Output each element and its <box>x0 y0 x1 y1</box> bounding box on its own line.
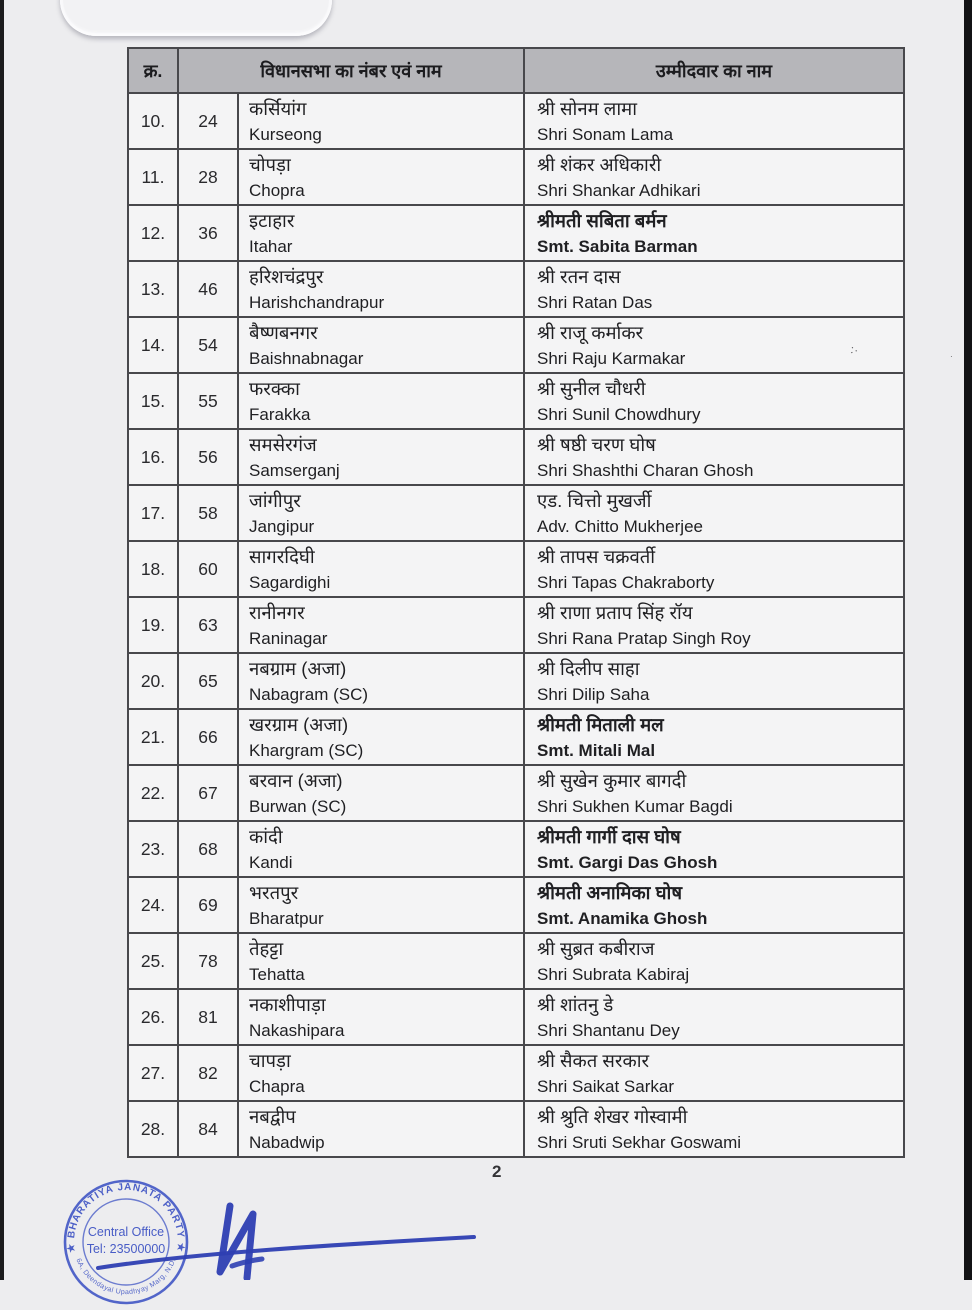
candidate-name-cell <box>524 541 904 597</box>
constituency-number-cell: 28 <box>178 149 238 205</box>
candidate-name-english: Shri Sunil Chowdhury <box>537 404 701 424</box>
table-row <box>128 653 904 709</box>
table-row <box>128 261 904 317</box>
constituency-name-cell <box>238 989 524 1045</box>
constituency-name-english: Farakka <box>249 404 311 424</box>
constituency-name-cell <box>238 205 524 261</box>
header-constituency: विधानसभा का नंबर एवं नाम <box>178 48 524 93</box>
candidate-name-hindi: श्रीमती मिताली मल <box>537 713 664 735</box>
serial-cell: 16. <box>128 429 178 485</box>
candidate-name-cell <box>524 653 904 709</box>
candidate-name-hindi: श्रीमती गार्गी दास घोष <box>537 825 681 847</box>
table-row <box>128 373 904 429</box>
constituency-name-hindi: रानीनगर <box>249 601 305 623</box>
candidate-name-hindi: एड. चित्तो मुखर्जी <box>537 489 652 511</box>
constituency-name-cell <box>238 709 524 765</box>
constituency-name-hindi: चोपड़ा <box>249 153 291 175</box>
header-candidate: उम्मीदवार का नाम <box>524 48 904 93</box>
signature <box>80 1188 510 1280</box>
constituency-name-hindi: नबग्राम (अजा) <box>249 657 347 679</box>
table-row <box>128 317 904 373</box>
serial-cell: 18. <box>128 541 178 597</box>
constituency-number-cell: 56 <box>178 429 238 485</box>
candidate-table <box>127 47 905 1158</box>
constituency-name-english: Kurseong <box>249 124 322 144</box>
candidate-name-hindi: श्री दिलीप साहा <box>537 657 640 679</box>
constituency-name-cell <box>238 485 524 541</box>
constituency-name-cell <box>238 541 524 597</box>
constituency-name-english: Chapra <box>249 1076 305 1096</box>
candidate-name-hindi: श्री सुब्रत कबीराज <box>537 937 655 959</box>
constituency-number-cell: 67 <box>178 765 238 821</box>
table-row <box>128 597 904 653</box>
candidate-name-english: Shri Sruti Sekhar Goswami <box>537 1132 742 1152</box>
header-serial: क्र. <box>128 48 178 93</box>
constituency-number-cell: 81 <box>178 989 238 1045</box>
candidate-name-cell <box>524 765 904 821</box>
serial-cell: 11. <box>128 149 178 205</box>
candidate-name-cell <box>524 1045 904 1101</box>
constituency-name-english: Raninagar <box>249 628 328 648</box>
candidate-name-hindi: श्री षष्ठी चरण घोष <box>537 433 656 455</box>
serial-cell: 21. <box>128 709 178 765</box>
constituency-name-english: Kandi <box>249 852 293 872</box>
candidate-name-english: Smt. Anamika Ghosh <box>537 908 708 928</box>
candidate-name-english: Adv. Chitto Mukherjee <box>537 516 703 536</box>
constituency-number-cell: 54 <box>178 317 238 373</box>
constituency-name-cell <box>238 373 524 429</box>
serial-cell: 14. <box>128 317 178 373</box>
candidate-name-cell <box>524 709 904 765</box>
constituency-name-english: Tehatta <box>249 964 305 984</box>
candidate-name-hindi: श्रीमती अनामिका घोष <box>537 881 683 903</box>
serial-cell: 17. <box>128 485 178 541</box>
constituency-name-hindi: तेहट्टा <box>249 937 284 959</box>
candidate-name-hindi: श्री श्रुति शेखर गोस्वामी <box>537 1105 688 1127</box>
candidate-name-hindi: श्री सैकत सरकार <box>537 1049 650 1071</box>
scan-edge-left <box>0 0 4 1280</box>
constituency-name-cell <box>238 429 524 485</box>
constituency-name-english: Bharatpur <box>249 908 324 928</box>
constituency-name-english: Khargram (SC) <box>249 740 364 760</box>
serial-cell: 10. <box>128 93 178 149</box>
constituency-name-cell <box>238 149 524 205</box>
constituency-name-hindi: समसेरगंज <box>249 433 317 455</box>
constituency-name-english: Nabagram (SC) <box>249 684 369 704</box>
candidate-name-cell <box>524 485 904 541</box>
constituency-name-english: Harishchandrapur <box>249 292 385 312</box>
constituency-number-cell: 69 <box>178 877 238 933</box>
constituency-number-cell: 60 <box>178 541 238 597</box>
constituency-name-hindi: भरतपुर <box>249 881 299 903</box>
constituency-name-english: Jangipur <box>249 516 315 536</box>
candidate-name-cell <box>524 373 904 429</box>
constituency-number-cell: 65 <box>178 653 238 709</box>
candidate-name-hindi: श्री राणा प्रताप सिंह रॉय <box>537 601 693 623</box>
candidate-name-cell <box>524 93 904 149</box>
constituency-name-hindi: बरवान (अजा) <box>249 769 343 791</box>
candidate-name-hindi: श्री तापस चक्रवर्ती <box>537 545 656 567</box>
serial-cell: 24. <box>128 877 178 933</box>
serial-cell: 25. <box>128 933 178 989</box>
candidate-name-hindi: श्री सोनम लामा <box>537 97 637 119</box>
scan-edge-right <box>964 0 972 1280</box>
candidate-name-cell <box>524 821 904 877</box>
candidate-name-cell <box>524 261 904 317</box>
constituency-name-english: Samserganj <box>249 460 340 480</box>
stamp-center-line1: Central Office <box>87 1225 165 1239</box>
constituency-name-hindi: जांगीपुर <box>249 489 301 511</box>
candidate-name-english: Shri Raju Karmakar <box>537 348 686 368</box>
constituency-name-cell <box>238 317 524 373</box>
serial-cell: 26. <box>128 989 178 1045</box>
candidate-name-english: Shri Saikat Sarkar <box>537 1076 674 1096</box>
constituency-number-cell: 58 <box>178 485 238 541</box>
constituency-name-cell <box>238 1101 524 1157</box>
table-row <box>128 821 904 877</box>
stamp-center-line2: Tel: 23500000 <box>86 1242 166 1256</box>
candidate-name-english: Shri Tapas Chakraborty <box>537 572 715 592</box>
constituency-name-hindi: सागरदिघी <box>249 545 315 567</box>
serial-cell: 20. <box>128 653 178 709</box>
constituency-name-cell <box>238 93 524 149</box>
table-header-row <box>128 48 904 93</box>
table-row <box>128 149 904 205</box>
constituency-name-english: Nakashipara <box>249 1020 345 1040</box>
table-row <box>128 485 904 541</box>
candidate-name-english: Shri Shashthi Charan Ghosh <box>537 460 754 480</box>
stamp-arc-top-text: ★ BHARATIYA JANATA PARTY ★ <box>65 1181 187 1254</box>
table-row <box>128 933 904 989</box>
table-row <box>128 989 904 1045</box>
constituency-name-hindi: फरक्का <box>249 377 300 399</box>
serial-cell: 27. <box>128 1045 178 1101</box>
stamp-arc-bottom-text: 6A, Deendayal Upadhyay Marg, N.D. <box>74 1257 178 1297</box>
constituency-name-hindi: चापड़ा <box>249 1049 291 1071</box>
constituency-number-cell: 68 <box>178 821 238 877</box>
constituency-number-cell: 63 <box>178 597 238 653</box>
constituency-name-english: Sagardighi <box>249 572 331 592</box>
constituency-name-hindi: हरिशचंद्रपुर <box>249 265 324 287</box>
candidate-name-cell <box>524 149 904 205</box>
constituency-number-cell: 46 <box>178 261 238 317</box>
constituency-name-hindi: कर्सियांग <box>249 97 307 119</box>
candidate-name-english: Shri Sukhen Kumar Bagdi <box>537 796 733 816</box>
candidate-name-hindi: श्री सुखेन कुमार बागदी <box>537 769 687 791</box>
constituency-name-english: Baishnabnagar <box>249 348 364 368</box>
table-row <box>128 1045 904 1101</box>
constituency-name-cell <box>238 597 524 653</box>
constituency-number-cell: 36 <box>178 205 238 261</box>
table-row <box>128 205 904 261</box>
constituency-name-cell <box>238 933 524 989</box>
serial-cell: 12. <box>128 205 178 261</box>
candidate-name-cell <box>524 317 904 373</box>
candidate-table-body <box>128 93 904 1157</box>
candidate-name-english: Smt. Gargi Das Ghosh <box>537 852 718 872</box>
constituency-number-cell: 66 <box>178 709 238 765</box>
scan-noise-dot: ·: <box>846 343 861 357</box>
constituency-name-english: Burwan (SC) <box>249 796 347 816</box>
constituency-name-hindi: इटाहार <box>249 209 295 231</box>
candidate-name-hindi: श्रीमती सबिता बर्मन <box>537 209 667 231</box>
constituency-name-cell <box>238 653 524 709</box>
candidate-name-english: Shri Subrata Kabiraj <box>537 964 690 984</box>
table-row <box>128 877 904 933</box>
candidate-name-english: Shri Shantanu Dey <box>537 1020 680 1040</box>
candidate-name-cell <box>524 597 904 653</box>
serial-cell: 19. <box>128 597 178 653</box>
constituency-number-cell: 82 <box>178 1045 238 1101</box>
table-row <box>128 709 904 765</box>
constituency-name-hindi: नबद्वीप <box>249 1105 296 1127</box>
constituency-name-hindi: नकाशीपाड़ा <box>249 993 326 1015</box>
constituency-name-cell <box>238 261 524 317</box>
constituency-name-cell <box>238 877 524 933</box>
table-row <box>128 765 904 821</box>
scan-noise-dot: · <box>946 354 958 360</box>
serial-cell: 15. <box>128 373 178 429</box>
constituency-number-cell: 24 <box>178 93 238 149</box>
table-row <box>128 541 904 597</box>
constituency-name-english: Nabadwip <box>249 1132 325 1152</box>
candidate-name-cell <box>524 933 904 989</box>
candidate-name-english: Shri Dilip Saha <box>537 684 650 704</box>
page-number: 2 <box>492 1162 502 1181</box>
candidate-name-hindi: श्री सुनील चौधरी <box>537 377 646 399</box>
table-row <box>128 429 904 485</box>
candidate-name-hindi: श्री शंकर अधिकारी <box>537 153 662 175</box>
constituency-name-english: Chopra <box>249 180 305 200</box>
candidate-name-english: Smt. Sabita Barman <box>537 236 698 256</box>
serial-cell: 22. <box>128 765 178 821</box>
candidate-name-english: Shri Sonam Lama <box>537 124 674 144</box>
table-row <box>128 93 904 149</box>
constituency-number-cell: 84 <box>178 1101 238 1157</box>
candidate-name-cell <box>524 429 904 485</box>
constituency-name-cell <box>238 821 524 877</box>
constituency-name-hindi: बैष्णबनगर <box>249 321 318 343</box>
constituency-name-hindi: कांदी <box>249 825 283 847</box>
candidate-name-english: Shri Rana Pratap Singh Roy <box>537 628 751 648</box>
candidate-name-hindi: श्री रतन दास <box>537 265 621 287</box>
candidate-name-english: Shri Ratan Das <box>537 292 653 312</box>
constituency-name-cell <box>238 765 524 821</box>
candidate-name-hindi: श्री राजू कर्माकर <box>537 321 644 343</box>
candidate-name-cell <box>524 1101 904 1157</box>
candidate-name-english: Smt. Mitali Mal <box>537 740 656 760</box>
candidate-name-cell <box>524 877 904 933</box>
candidate-name-cell <box>524 989 904 1045</box>
serial-cell: 23. <box>128 821 178 877</box>
constituency-name-english: Itahar <box>249 236 293 256</box>
serial-cell: 13. <box>128 261 178 317</box>
constituency-name-cell <box>238 1045 524 1101</box>
candidate-name-hindi: श्री शांतनु डे <box>537 993 614 1015</box>
constituency-number-cell: 78 <box>178 933 238 989</box>
constituency-number-cell: 55 <box>178 373 238 429</box>
scan-top-tab <box>60 0 332 36</box>
candidate-name-english: Shri Shankar Adhikari <box>537 180 701 200</box>
constituency-name-hindi: खरग्राम (अजा) <box>249 713 349 735</box>
serial-cell: 28. <box>128 1101 178 1157</box>
table-row <box>128 1101 904 1157</box>
candidate-name-cell <box>524 205 904 261</box>
